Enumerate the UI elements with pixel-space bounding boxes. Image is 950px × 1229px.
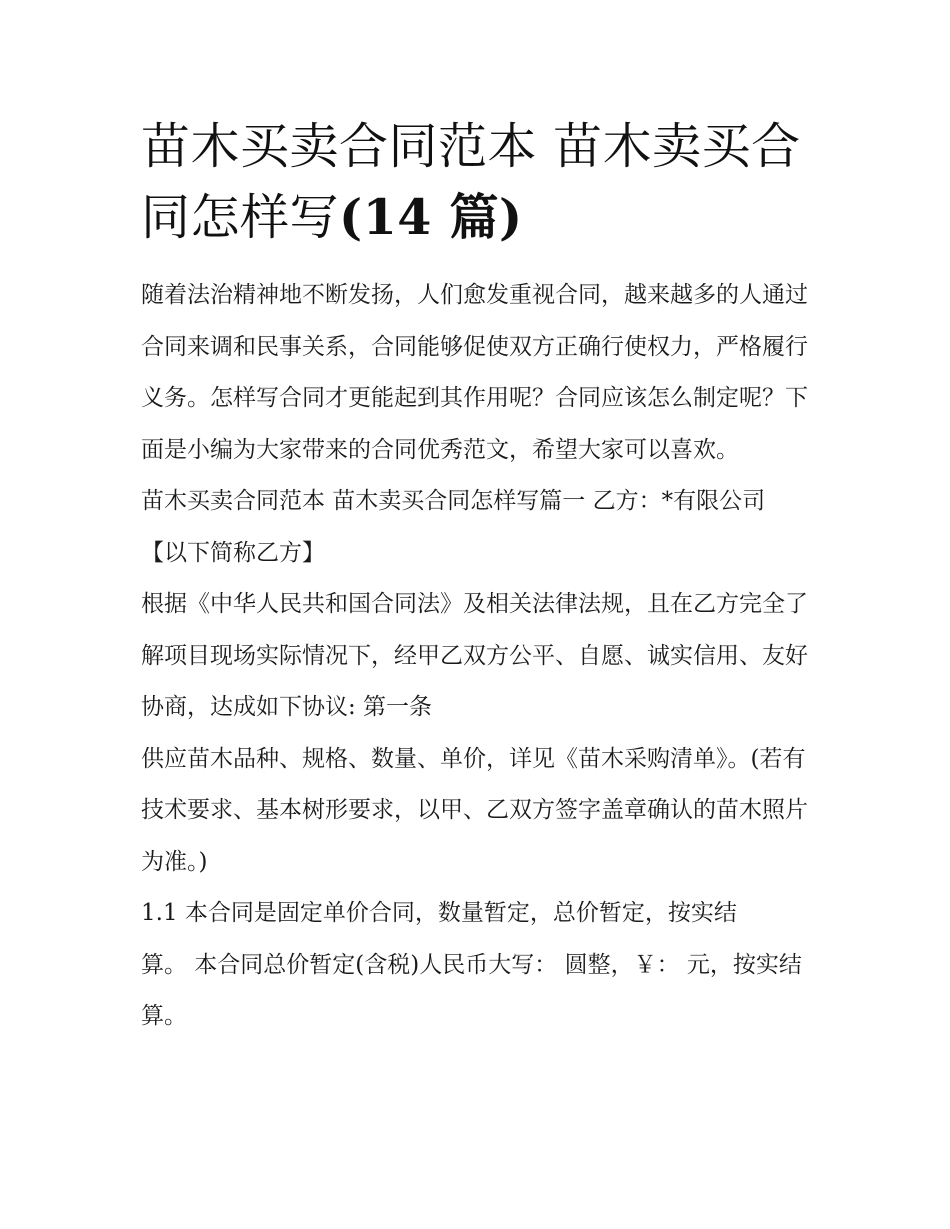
document-title-main: 苗木买卖合同范本 苗木卖买合同怎样写 (141, 118, 801, 246)
paragraph-total-price: 算。 本合同总价暂定(含税)人民币大写： 圆整，￥： 元，按实结算。 (141, 951, 802, 1029)
paragraph-clause-1-1: 1.1 本合同是固定单价合同，数量暂定，总价暂定，按实结 (141, 900, 737, 926)
paragraph-party-abbrev: 【以下简称乙方】 (141, 539, 325, 566)
paragraph-supply-details: 供应苗木品种、规格、数量、单价，详见《苗木采购清单》。(若有技术要求、基本树形要求，以甲、乙双方签字盖章确认的苗木照片为准。) (141, 745, 808, 875)
document-title (141, 112, 817, 253)
paragraph-section-heading: 苗木买卖合同范本 苗木卖买合同怎样写篇一 乙方：*有限公司 (141, 488, 766, 514)
document-title-count: (14 篇) (339, 188, 523, 246)
document-body (141, 270, 817, 1043)
paragraph-legal-basis: 根据《中华人民共和国合同法》及相关法律法规，且在乙方完全了解项目现场实际情况下，经甲乙双方公平、自愿、诚实信用、友好协商，达成如下协议: 第一条 (141, 591, 808, 720)
paragraph-intro: 随着法治精神地不断发扬，人们愈发重视合同，越来越多的人通过合同来调和民事关系，合同能够促使双方正确行使权力，严格履行义务。怎样写合同才更能起到其作用呢？合同应该怎么制定呢？下面是小编为大家带来的合同优秀范文，希望大家可以喜欢。 (141, 282, 808, 463)
document-page (141, 112, 817, 1043)
